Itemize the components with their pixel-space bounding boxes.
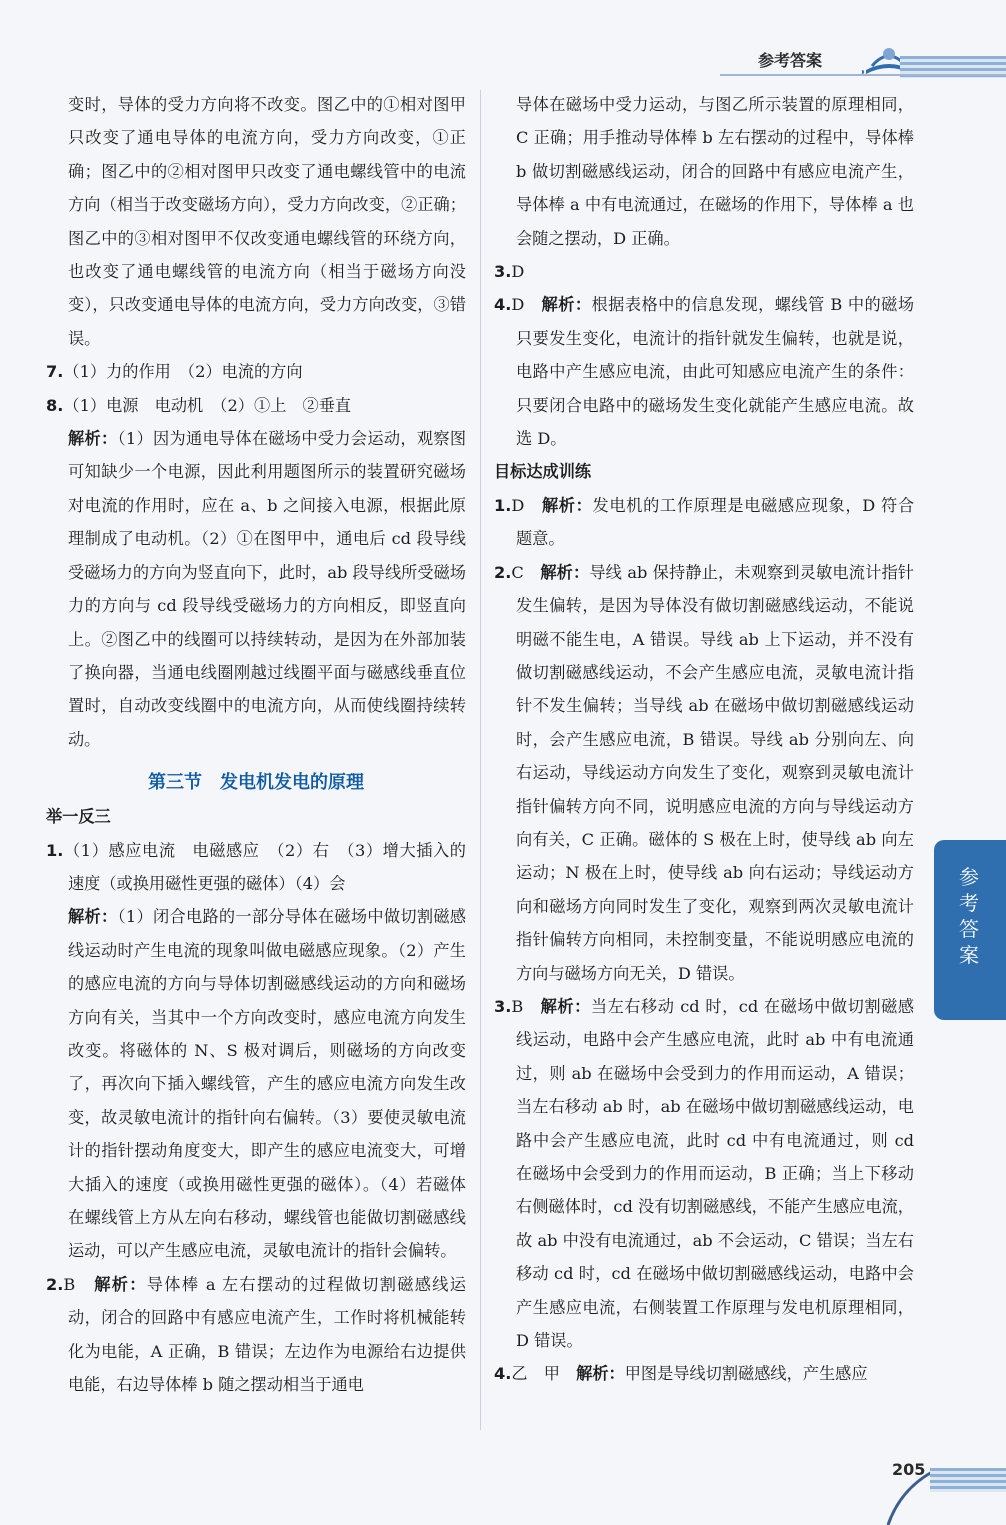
explanation-text: 发电机的工作原理是电磁感应现象，D 符合题意。 — [516, 495, 915, 549]
item-answer: D — [511, 262, 525, 282]
side-tab — [934, 840, 1006, 1020]
answer-item-2 — [46, 1268, 466, 1402]
item-answer: （1）电源 电动机 （2）①上 ②垂直 — [63, 395, 352, 415]
explanation-label: 解析： — [94, 1274, 147, 1294]
answer-item-1 — [46, 834, 466, 901]
answer-item-3 — [494, 255, 914, 288]
item-number: 2. — [494, 562, 512, 582]
item-answer: D — [511, 295, 542, 315]
page-header — [0, 0, 1006, 80]
explanation-label: 解析： — [68, 429, 118, 449]
item-number: 3. — [494, 262, 512, 282]
explanation-text: 导线 ab 保持静止，未观察到灵敏电流计指针发生偏转，是因为导体没有做切割磁感线运动，不能说明磁不能生电，A 错误。导线 ab 上下运动，并不没有做切割磁感线运动，不会产生感应电流，灵敏电流计指针不发生偏转；当导线 ab 在磁场中做切割磁感线运动时，会产生感应电流，B 错误。导线 ab 分别向左、向右运动，导线运动方向发生了变化，观察到灵敏电流计指针偏转方向不同，说明感应电流的方向与导线运动方向有关，C 正确。磁体的 S 极在上时，使导线 ab 向左运动；N 极在上时，使导线 ab 向右运动；导线运动方向和磁场方向同时发生了变化，观察到两次灵敏电流计指针偏转方向相同，未控制变量，不能说明感应电流的方向与磁场方向无关，D 错误。 — [516, 562, 914, 983]
subsection-title-training: 目标达成训练 — [494, 462, 592, 482]
explanation-text: （1）因为通电导体在磁场中受力会运动，观察图可知缺少一个电源，因此利用题图所示的装置研究磁场对电流的作用时，应在 a、b 之间接入电源，根据此原理制成了电动机。（2）①在图甲中，通电后 cd 段导线受磁场力的方向为竖直向下，此时，ab 段导线所受磁场力的方向与 cd 段导线受磁场力的方向相反，即竖直向上。②图乙中的线圈可以持续转动，是因为在外部加装了换向器，当通电线圈刚越过线圈平面与磁感线垂直位置时，自动改变线圈中的电流方向，从而使线圈持续转动。 — [68, 429, 467, 749]
explanation-text: 根据表格中的信息发现，螺线管 B 中的磁场只要发生变化，电流计的指针就发生偏转，也就是说，电路中产生感应电流，由此可知感应电流产生的条件：只要闭合电路中的磁场发生变化就能产生感应电流。故选 D。 — [516, 295, 915, 449]
subsection-title-practice: 举一反三 — [46, 807, 111, 827]
column-divider — [480, 90, 481, 1430]
explanation-label: 解析： — [576, 1364, 625, 1384]
left-column — [46, 88, 466, 1401]
header-rule — [720, 74, 1006, 76]
explanation-label: 解析： — [540, 996, 591, 1016]
training-item-1 — [494, 489, 914, 556]
item-answer: B — [63, 1274, 95, 1294]
item-number: 4. — [494, 295, 512, 315]
item-number: 7. — [46, 362, 64, 382]
item-number: 8. — [46, 395, 64, 415]
item-answer: （1）力的作用 （2）电流的方向 — [63, 362, 303, 382]
explanation-text: 导体棒 a 左右摆动的过程做切割磁感线运动，闭合的回路中有感应电流产生，工作时将机械能转化为电能，A 正确，B 错误；左边作为电源给右边提供电能，右边导体棒 b 随之摆动相当于通电 — [68, 1274, 466, 1395]
training-item-3 — [494, 990, 914, 1357]
answer-item-8 — [46, 389, 466, 422]
right-continued-paragraph: 导体在磁场中受力运动，与图乙所示装置的原理相同，C 正确；用手推动导体棒 b 左右摆动的过程中，导体棒 b 做切割磁感线运动，闭合的回路中有感应电流产生，导体棒 a 中有电流通过，在磁场的作用下，导体棒 a 也会随之摆动，D 正确。 — [516, 95, 914, 248]
side-tab-label: 参考答案 — [959, 865, 979, 967]
item-answer: B — [511, 996, 541, 1016]
item-number: 1. — [46, 840, 64, 860]
explanation-text: （1）闭合电路的一部分导体在磁场中做切割磁感线运动时产生电流的现象叫做电磁感应现象。（2）产生的感应电流的方向与导体切割磁感线运动的方向和磁场方向有关，当其中一个方向改变时，感应电流方向发生改变。将磁体的 N、S 极对调后，则磁场的方向改变了，再次向下插入螺线管，产生的感应电流方向发生改变，故灵敏电流计的指针向右偏转。（3）要使灵敏电流计的指针摆动角度变大，即产生的感应电流变大，可增大插入的速度（或换用磁性更强的磁体）。（4）若磁体在螺线管上方从左向右移动，螺线管也能做切割磁感线运动，可以产生感应电流，灵敏电流计的指针会偏转。 — [68, 907, 467, 1261]
training-item-2 — [494, 556, 914, 990]
item-answer: D — [511, 495, 542, 515]
item-number: 1. — [494, 495, 512, 515]
answer-item-4 — [494, 288, 914, 455]
right-column — [494, 88, 914, 1391]
explanation-label: 解析： — [541, 495, 593, 515]
page-number: 205 — [892, 1460, 926, 1479]
item-number: 4. — [494, 1364, 512, 1384]
header-label: 参考答案 — [758, 51, 823, 70]
explanation-label: 解析： — [540, 562, 590, 582]
left-continued-paragraph: 变时，导体的受力方向将不改变。图乙中的①相对图甲只改变了通电导体的电流方向，受力方向改变，①正确；图乙中的②相对图甲只改变了通电螺线管中的电流方向（相当于改变磁场方向），受力方向改变，②正确；图乙中的③相对图甲不仅改变通电螺线管的环绕方向，也改变了通电螺线管的电流方向（相当于磁场方向没变），只改变通电导体的电流方向，受力方向改变，③错误。 — [68, 95, 466, 348]
section-title: 第三节 发电机发电的原理 — [148, 772, 364, 794]
explanation-1 — [46, 900, 466, 1267]
explanation-text: 甲图是导线切割磁感线，产生感应 — [624, 1364, 868, 1384]
explanation-8 — [46, 422, 466, 756]
answer-item-7 — [46, 355, 466, 388]
item-answer: （1）感应电流 电磁感应 （2）右 （3）增大插入的速度（或换用磁性更强的磁体）（4）会 — [63, 840, 466, 893]
item-answer: 乙 甲 — [511, 1364, 577, 1384]
explanation-label: 解析： — [541, 295, 592, 315]
explanation-text: 当左右移动 cd 时，cd 在磁场中做切割磁感线运动，电路中会产生感应电流，此时 ab 中有电流通过，则 ab 在磁场中会受到力的作用而运动，A 错误；当左右移动 ab 时，ab 在磁场中做切割磁感线运动，电路中会产生感应电流，此时 cd 中有电流通过，则 cd 在磁场中会受到力的作用而运动，B 正确；当上下移动右侧磁体时，cd 没有切割磁感线，不能产生感应电流，故 ab 中没有电流通过，ab 不会运动，C 错误；当左右移动 cd 时，cd 在磁场中做切割磁感线运动，电路中会产生感应电流，右侧装置工作原理与发电机原理相同，D 错误。 — [516, 996, 915, 1351]
item-answer: C — [511, 562, 541, 582]
explanation-label: 解析： — [68, 907, 118, 927]
item-number: 2. — [46, 1274, 64, 1294]
item-number: 3. — [494, 996, 512, 1016]
training-item-4 — [494, 1357, 914, 1390]
footer-stripes — [930, 1468, 1006, 1492]
